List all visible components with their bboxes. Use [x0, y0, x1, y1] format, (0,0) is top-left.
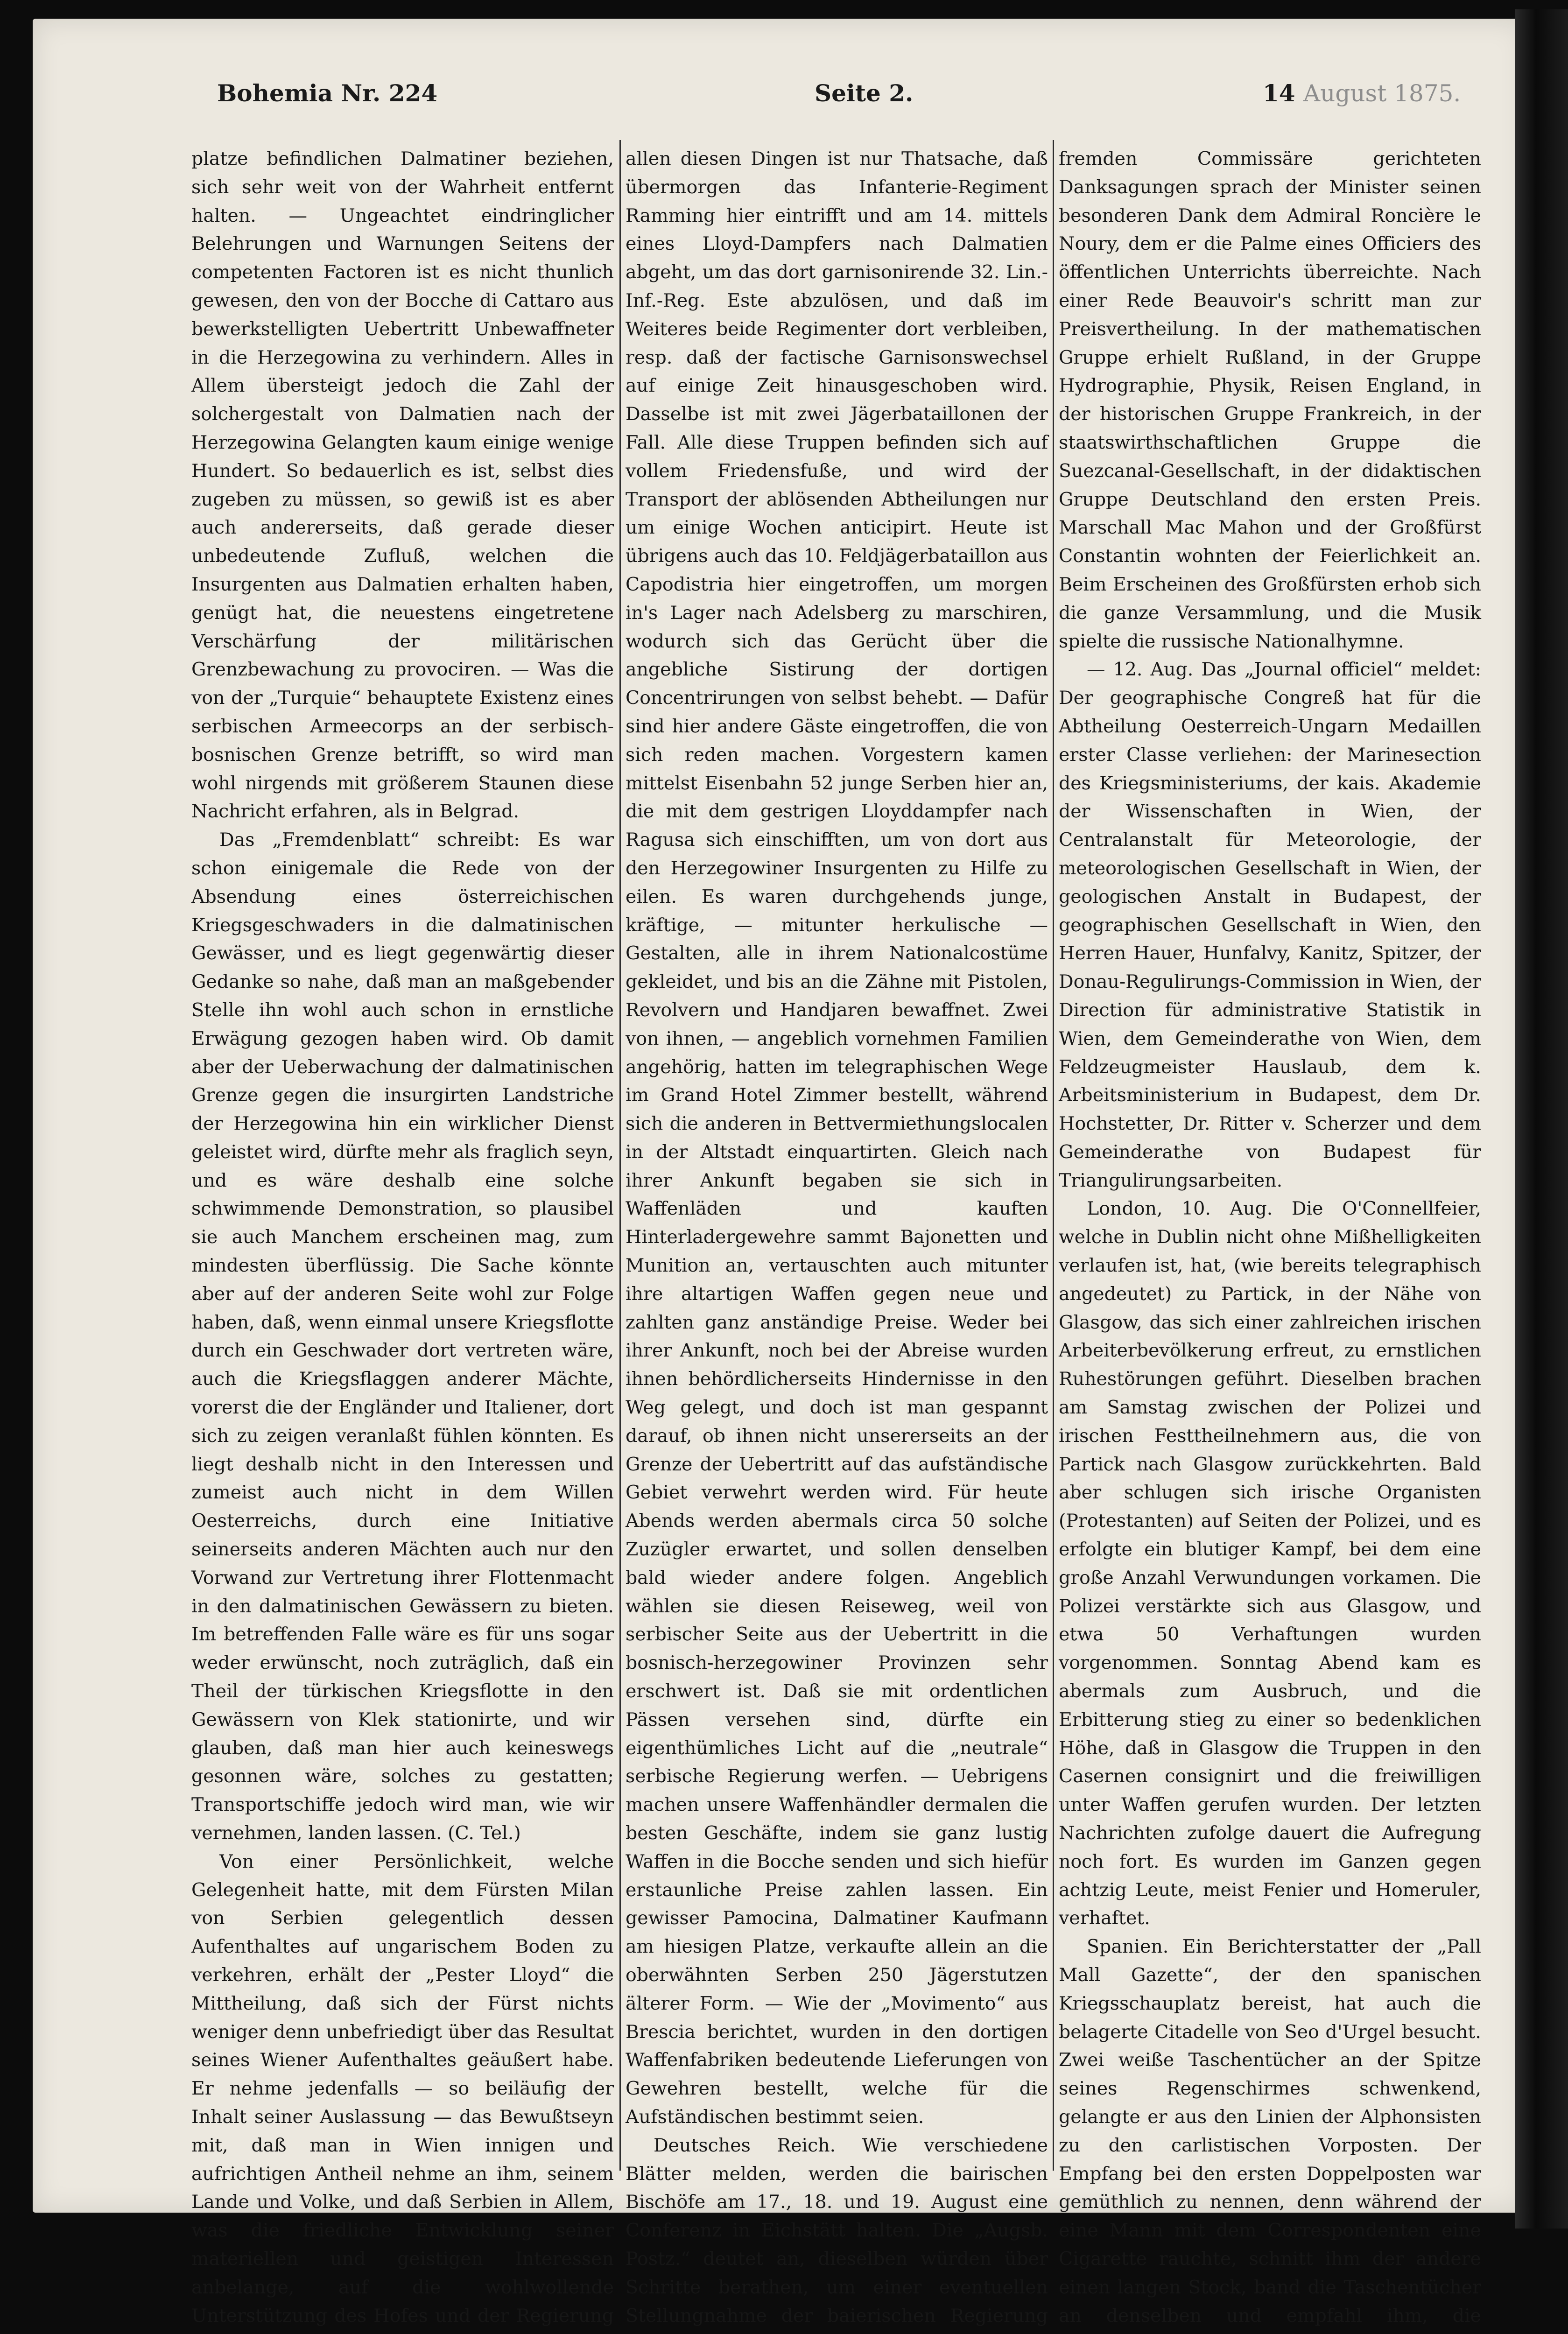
- column-2: [626, 145, 1048, 2327]
- page-header: [217, 79, 1510, 117]
- column-1: [191, 145, 614, 2327]
- date-day: 14: [1263, 79, 1295, 107]
- issue-date: [1263, 79, 1461, 107]
- column-3: [1059, 145, 1481, 2327]
- paragraph: Von einer Persönlichkeit, welche Gelegenheit hatte, mit dem Fürsten Milan von Serbien gelegentlich dessen Aufenthaltes auf ungarischem Boden zu verkehren, erhält der „Pester Lloyd“ die Mittheilung, daß sich der Fürst nichts weniger denn unbefriedigt über das Resultat seines Wiener Aufenthaltes geäußert habe. Er nehme jedenfalls — so beiläufig der Inhalt seiner Auslassung — das Bewußtseyn mit, daß man in Wien innigen und aufrichtigen Antheil nehme an ihm, seinem Lande und Volke, und daß Serbien in Allem, was die friedliche Entwicklung seiner materiellen und geistigen Interessen anbelange, auf die wohlwollende Unterstützung des Hofes und der Regierung: [191, 1850, 614, 2327]
- column-rule-left: [619, 140, 621, 2171]
- paragraph-deutsches-reich: Deutsches Reich. Wie verschiedene Blätter melden, werden die bairischen Bischöfe am 17., 18. und 19. August eine Conferenz in Eichstätt halten. Die „Augsb. Postz.“ deutet an, dieselben würden über Schritte berathen, um einer eventuellen Stellungnahme der baierischen Regierung: [626, 2134, 1048, 2327]
- page-number: Seite 2.: [815, 79, 914, 107]
- paragraph-london: London, 10. Aug. Die O'Connellfeier, welche in Dublin nicht ohne Mißhelligkeiten verlaufen ist, hat, (wie bereits telegraphisch angedeutet) zu Partick, in der Nähe von Glasgow, das sich einer zahlreichen irischen Arbeiterbevölkerung erfreut, zu ernstlichen Ruhestörungen geführt. Dieselben brachen am Samstag zwischen der Polizei und irischen Festtheilnehmern aus, die von Partick nach Glasgow zurückkehrten. Bald aber schlugen sich irische Organisten (Protestanten) auf Seiten der Polizei, und es erfolgte ein blutiger Kampf, bei dem eine große Anzahl Verwundungen vorkamen. Die Polizei verstärkte sich aus Glasgow, und etwa 50 Verhaftungen wurden vorgenommen. Sonntag Abend kam es abermals zum Ausbruch, und die Erbitterung stieg zu einer so bedenklichen Höhe, daß in Glasgow die Truppen in den Casernen consignirt und die freiwilligen unter Waffen gerufen wurden. Der letzten Nachrichten zufolge dauert die Aufregung noch fort. Es wurden im Ganzen gegen achtzig Leute, meist Fenier und Homeruler, verhaftet.: [1059, 1198, 1481, 1929]
- masthead-issue: Bohemia Nr. 224: [217, 79, 438, 107]
- paragraph: platze befindlichen Dalmatiner beziehen, sich sehr weit von der Wahrheit entfernt halten. — Ungeachtet eindringlicher Belehrungen und Warnungen Seitens der competenten Factoren ist es nicht thunlich gewesen, den von der Bocche di Cattaro aus bewerkstelligten Uebertritt Unbewaffneter in die Herzegowina zu verhindern. Alles in Allem übersteigt jedoch die Zahl der solchergestalt von Dalmatien nach der Herzegowina Gelangten kaum einige wenige Hundert. So bedauerlich es ist, selbst dies zugeben zu müssen, so gewiß ist es aber auch andererseits, daß gerade dieser unbedeutende Zufluß, welchen die Insurgenten aus Dalmatien erhalten haben, genügt hat, die neuestens eingetretene Verschärfung der militärischen Grenzbewachung zu provociren. — Was die von der „Turquie“ behauptete Existenz eines serbischen Armeecorps an der serbisch-bosnischen Grenze betrifft, so wird man wohl nirgends mit größerem Staunen diese Nachricht erfahren, als in Belgrad.: [191, 148, 614, 823]
- column-rule-right: [1053, 140, 1054, 2171]
- book-spine-shadow: [1515, 9, 1568, 2229]
- paragraph-spanien: Spanien. Ein Berichterstatter der „Pall Mall Gazette“, der den spanischen Kriegsschauplatz bereist, hat auch die belagerte Citadelle von Seo d'Urgel besucht. Zwei weiße Taschentücher an der Spitze seines Regenschirmes schwenkend, gelangte er aus den Linien der Alphonsisten zu den carlistischen Vorposten. Der Empfang bei den ersten Doppelposten war gemüthlich zu nennen, denn während der eine Mann mit dem Correspondenten eine Cigarette rauchte, schnitt ihm der andere einen langen Stock, band die Taschentücher an denselben und empfahl ihm, die: [1059, 1936, 1481, 2327]
- paragraph: Das „Fremdenblatt“ schreibt: Es war schon einigemale die Rede von der Absendung eines österreichischen Kriegsgeschwaders in die dalmatinischen Gewässer, und es liegt gegenwärtig dieser Gedanke so nahe, daß man an maßgebender Stelle ihn wohl auch schon in ernstliche Erwägung gezogen haben wird. Ob damit aber der Ueberwachung der dalmatinischen Grenze gegen die insurgirten Landstriche der Herzegowina hin ein wirklicher Dienst geleistet wird, dürfte mehr als fraglich seyn, und es wäre deshalb eine solche schwimmende Demonstration, so plausibel sie auch Manchem erscheinen mag, zum mindesten überflüssig. Die Sache könnte aber auf der anderen Seite wohl zur Folge haben, daß, wenn einmal unsere Kriegsflotte durch ein Geschwader dort vertreten wäre, auch die Kriegsflaggen anderer Mächte, vorerst die der Engländer und Italiener, dort sich zu zeigen veranlaßt fühlen könnten. Es liegt deshalb nicht in den Interessen und zumeist auch nicht in dem Willen Oesterreichs, durch eine Initiative seinerseits anderen Mächten auch nur den Vorwand zur Vertretung ihrer Flottenmacht in den dalmatinischen Gewässern zu bieten. Im betreffenden Falle wäre es für uns sogar weder erwünscht, noch zuträglich, daß ein Theil der türkischen Kriegsflotte in den Gewässern von Klek stationirte, und wir glauben, daß man hier auch keineswegs gesonnen wäre, solches zu gestatten; Transportschiffe jedoch wird man, wie wir vernehmen, landen lassen. (C. Tel.): [191, 829, 614, 1844]
- paragraph-journal-officiel: — 12. Aug. Das „Journal officiel“ meldet: Der geographische Congreß hat für die Abtheilung Oesterreich-Ungarn Medaillen erster Classe verliehen: der Marinesection des Kriegsministeriums, der kais. Akademie der Wissenschaften in Wien, der Centralanstalt für Meteorologie, der meteorologischen Gesellschaft in Wien, der geologischen Anstalt in Budapest, der geographischen Gesellschaft in Wien, den Herren Hauer, Hunfalvy, Kanitz, Spitzer, der Donau-Regulirungs-Commission in Wien, der Direction für administrative Statistik in Wien, dem Gemeinderathe von Wien, dem Feldzeugmeister Hauslaub, dem k. Arbeitsministerium in Budapest, dem Dr. Hochstetter, Dr. Ritter v. Scherzer und dem Gemeinderathe von Budapest für Triangulirungsarbeiten.: [1059, 659, 1481, 1191]
- paragraph: fremden Commissäre gerichteten Danksagungen sprach der Minister seinen besonderen Dank dem Admiral Roncière le Noury, dem er die Palme eines Officiers des öffentlichen Unterrichts überreichte. Nach einer Rede Beauvoir's schritt man zur Preisvertheilung. In der mathematischen Gruppe erhielt Rußland, in der Gruppe Hydrographie, Physik, Reisen England, in der historischen Gruppe Frankreich, in der staatswirthschaftlichen Gruppe die Suezcanal-Gesellschaft, in der didaktischen Gruppe Deutschland den ersten Preis. Marschall Mac Mahon und der Großfürst Constantin wohnten der Feierlichkeit an. Beim Erscheinen des Großfürsten erhob sich die ganze Versammlung, und die Musik spielte die russische Nationalhymne.: [1059, 148, 1481, 652]
- paragraph: allen diesen Dingen ist nur Thatsache, daß übermorgen das Infanterie-Regiment Ramming hier eintrifft und am 14. mittels eines Lloyd-Dampfers nach Dalmatien abgeht, um das dort garnisonirende 32. Lin.-Inf.-Reg. Este abzulösen, und daß im Weiteres beide Regimenter dort verbleiben, resp. daß der factische Garnisonswechsel auf einige Zeit hinausgeschoben wird. Dasselbe ist mit zwei Jägerbataillonen der Fall. Alle diese Truppen befinden sich auf vollem Friedensfuße, und wird der Transport der ablösenden Abtheilungen nur um einige Wochen anticipirt. Heute ist übrigens auch das 10. Feldjägerbataillon aus Capodistria hier eingetroffen, um morgen in's Lager nach Adelsberg zu marschiren, wodurch sich das Gerücht über die angebliche Sistirung der dortigen Concentrirungen von selbst behebt. — Dafür sind hier andere Gäste eingetroffen, die von sich reden machen. Vorgestern kamen mittelst Eisenbahn 52 junge Serben hier an, die mit dem gestrigen Lloyddampfer nach Ragusa sich einschifften, um von dort aus den Herzegowiner Insurgenten zu Hilfe zu eilen. Es waren durchgehends junge, kräftige, — mitunter herkulische — Gestalten, alle in ihrem Nationalcostüme gekleidet, und bis an die Zähne mit Pistolen, Revolvern und Handjaren bewaffnet. Zwei von ihnen, — angeblich vornehmen Familien angehörig, hatten im telegraphischen Wege im Grand Hotel Zimmer bestellt, während sich die anderen in Bettvermiethungslocalen in der Altstadt einquartirten. Gleich nach ihrer Ankunft begaben sie sich in Waffenläden und kauften Hinterladergewehre sammt Bajonetten und Munition an, vertauschten auch mitunter ihre altartigen Waffen gegen neue und zahlten ganz anständige Preise. Weder bei ihrer Ankunft, noch bei der Abreise wurden ihnen behördlicherseits Hindernisse in den Weg gelegt, und doch ist man gespannt darauf, ob ihnen nicht unsererseits an der Grenze der Uebertritt auf das aufständische Gebiet verwehrt werden wird. Für heute Abends werden abermals circa 50 solche Zuzügler erwartet, und sollen denselben bald wieder andere folgen. Angeblich wählen sie diesen Reiseweg, weil von serbischer Seite aus der Uebertritt in die bosnisch-herzegowiner Provinzen sehr erschwert ist. Daß sie mit ordentlichen Pässen versehen sind, dürfte ein eigenthümliches Licht auf die „neutrale“ serbische Regierung werfen. — Uebrigens machen unsere Waffenhändler dermalen die besten Geschäfte, indem sie ganz lustig Waffen in die Bocche senden und sich hiefür erstaunliche Preise zahlen lassen. Ein gewisser Pamocina, Dalmatiner Kaufmann am hiesigen Platze, verkaufte allein an die oberwähnten Serben 250 Jägerstutzen älterer Form. — Wie der „Movimento“ aus Brescia berichtet, wurden in den dortigen Waffenfabriken bedeutende Lieferungen von Gewehren bestellt, welche für die Aufständischen bestimmt seien.: [626, 148, 1048, 2128]
- date-month-year: August 1875.: [1303, 80, 1461, 107]
